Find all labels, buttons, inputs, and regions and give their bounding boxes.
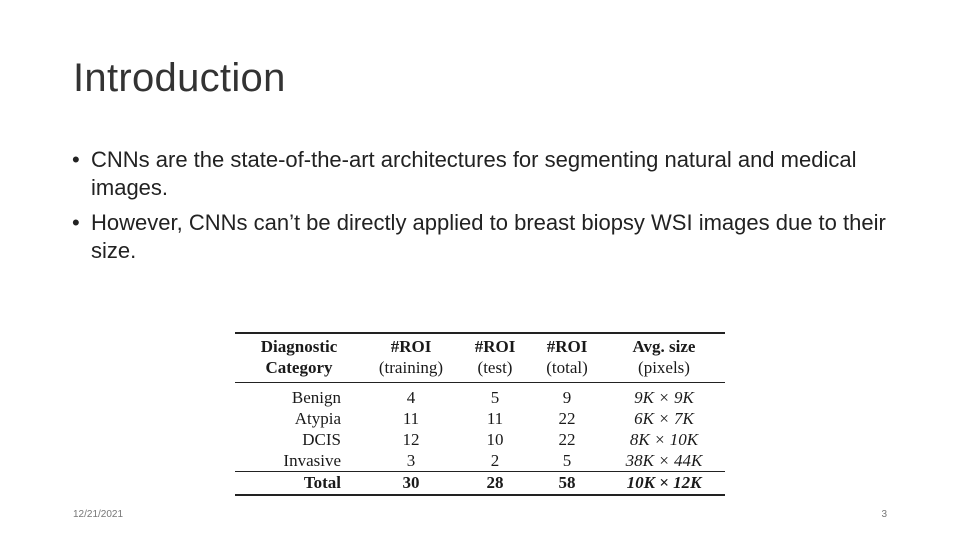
table-cell: 2	[490, 451, 500, 470]
bullet-item: • CNNs are the state-of-the-art architectures for segmenting natural and medical images.	[72, 146, 902, 202]
header-cell: #ROI	[390, 337, 432, 356]
table-cell: 9	[562, 388, 572, 407]
header-cell: (test)	[477, 358, 513, 377]
table-row	[235, 450, 725, 472]
total-cell: 28	[486, 473, 504, 492]
footer-date: 12/21/2021	[73, 509, 124, 520]
table-cell: 11	[486, 409, 504, 428]
table-cell: 22	[558, 430, 576, 449]
header-cell: (total)	[546, 358, 588, 377]
slide-title: Introduction	[73, 56, 286, 100]
header-cell: Category	[265, 358, 333, 377]
table-cell: 3	[406, 451, 416, 470]
bullet-item: • However, CNNs can’t be directly applied to breast biopsy WSI images due to their size.	[72, 209, 902, 265]
total-cell: 30	[402, 473, 420, 492]
total-label-cell: Total	[303, 473, 341, 492]
table-cell: 12	[402, 430, 420, 449]
size-cell: 38K × 44K	[625, 451, 703, 470]
size-cell: 6K × 7K	[634, 409, 694, 428]
table-cell: 10	[486, 430, 504, 449]
table-cell: 11	[402, 409, 420, 428]
category-cell: DCIS	[302, 430, 341, 449]
table-cell: 22	[558, 409, 576, 428]
table-total-row	[235, 472, 725, 496]
table-row	[235, 429, 725, 450]
dataset-table-figure	[235, 332, 725, 496]
dataset-table	[235, 332, 725, 496]
header-cell: (training)	[378, 358, 444, 377]
category-cell: Atypia	[294, 409, 341, 428]
size-cell: 9K × 9K	[634, 388, 694, 407]
table-header-row	[235, 357, 725, 383]
total-cell: 58	[558, 473, 576, 492]
category-cell: Invasive	[283, 451, 341, 470]
page-number: 3	[881, 509, 887, 520]
header-cell: #ROI	[546, 337, 588, 356]
table-cell: 4	[406, 388, 416, 407]
header-cell: (pixels)	[638, 358, 690, 377]
table-cell: 5	[490, 388, 500, 407]
bullet-list	[72, 146, 902, 272]
header-cell: Avg. size	[632, 337, 696, 356]
table-row	[235, 408, 725, 429]
category-cell: Benign	[291, 388, 341, 407]
table-row	[235, 383, 725, 409]
total-size-cell: 10K × 12K	[626, 473, 702, 492]
table-header-row	[235, 333, 725, 357]
header-cell: #ROI	[474, 337, 516, 356]
header-cell: Diagnostic	[260, 337, 338, 356]
size-cell: 8K × 10K	[629, 430, 699, 449]
table-cell: 5	[562, 451, 572, 470]
